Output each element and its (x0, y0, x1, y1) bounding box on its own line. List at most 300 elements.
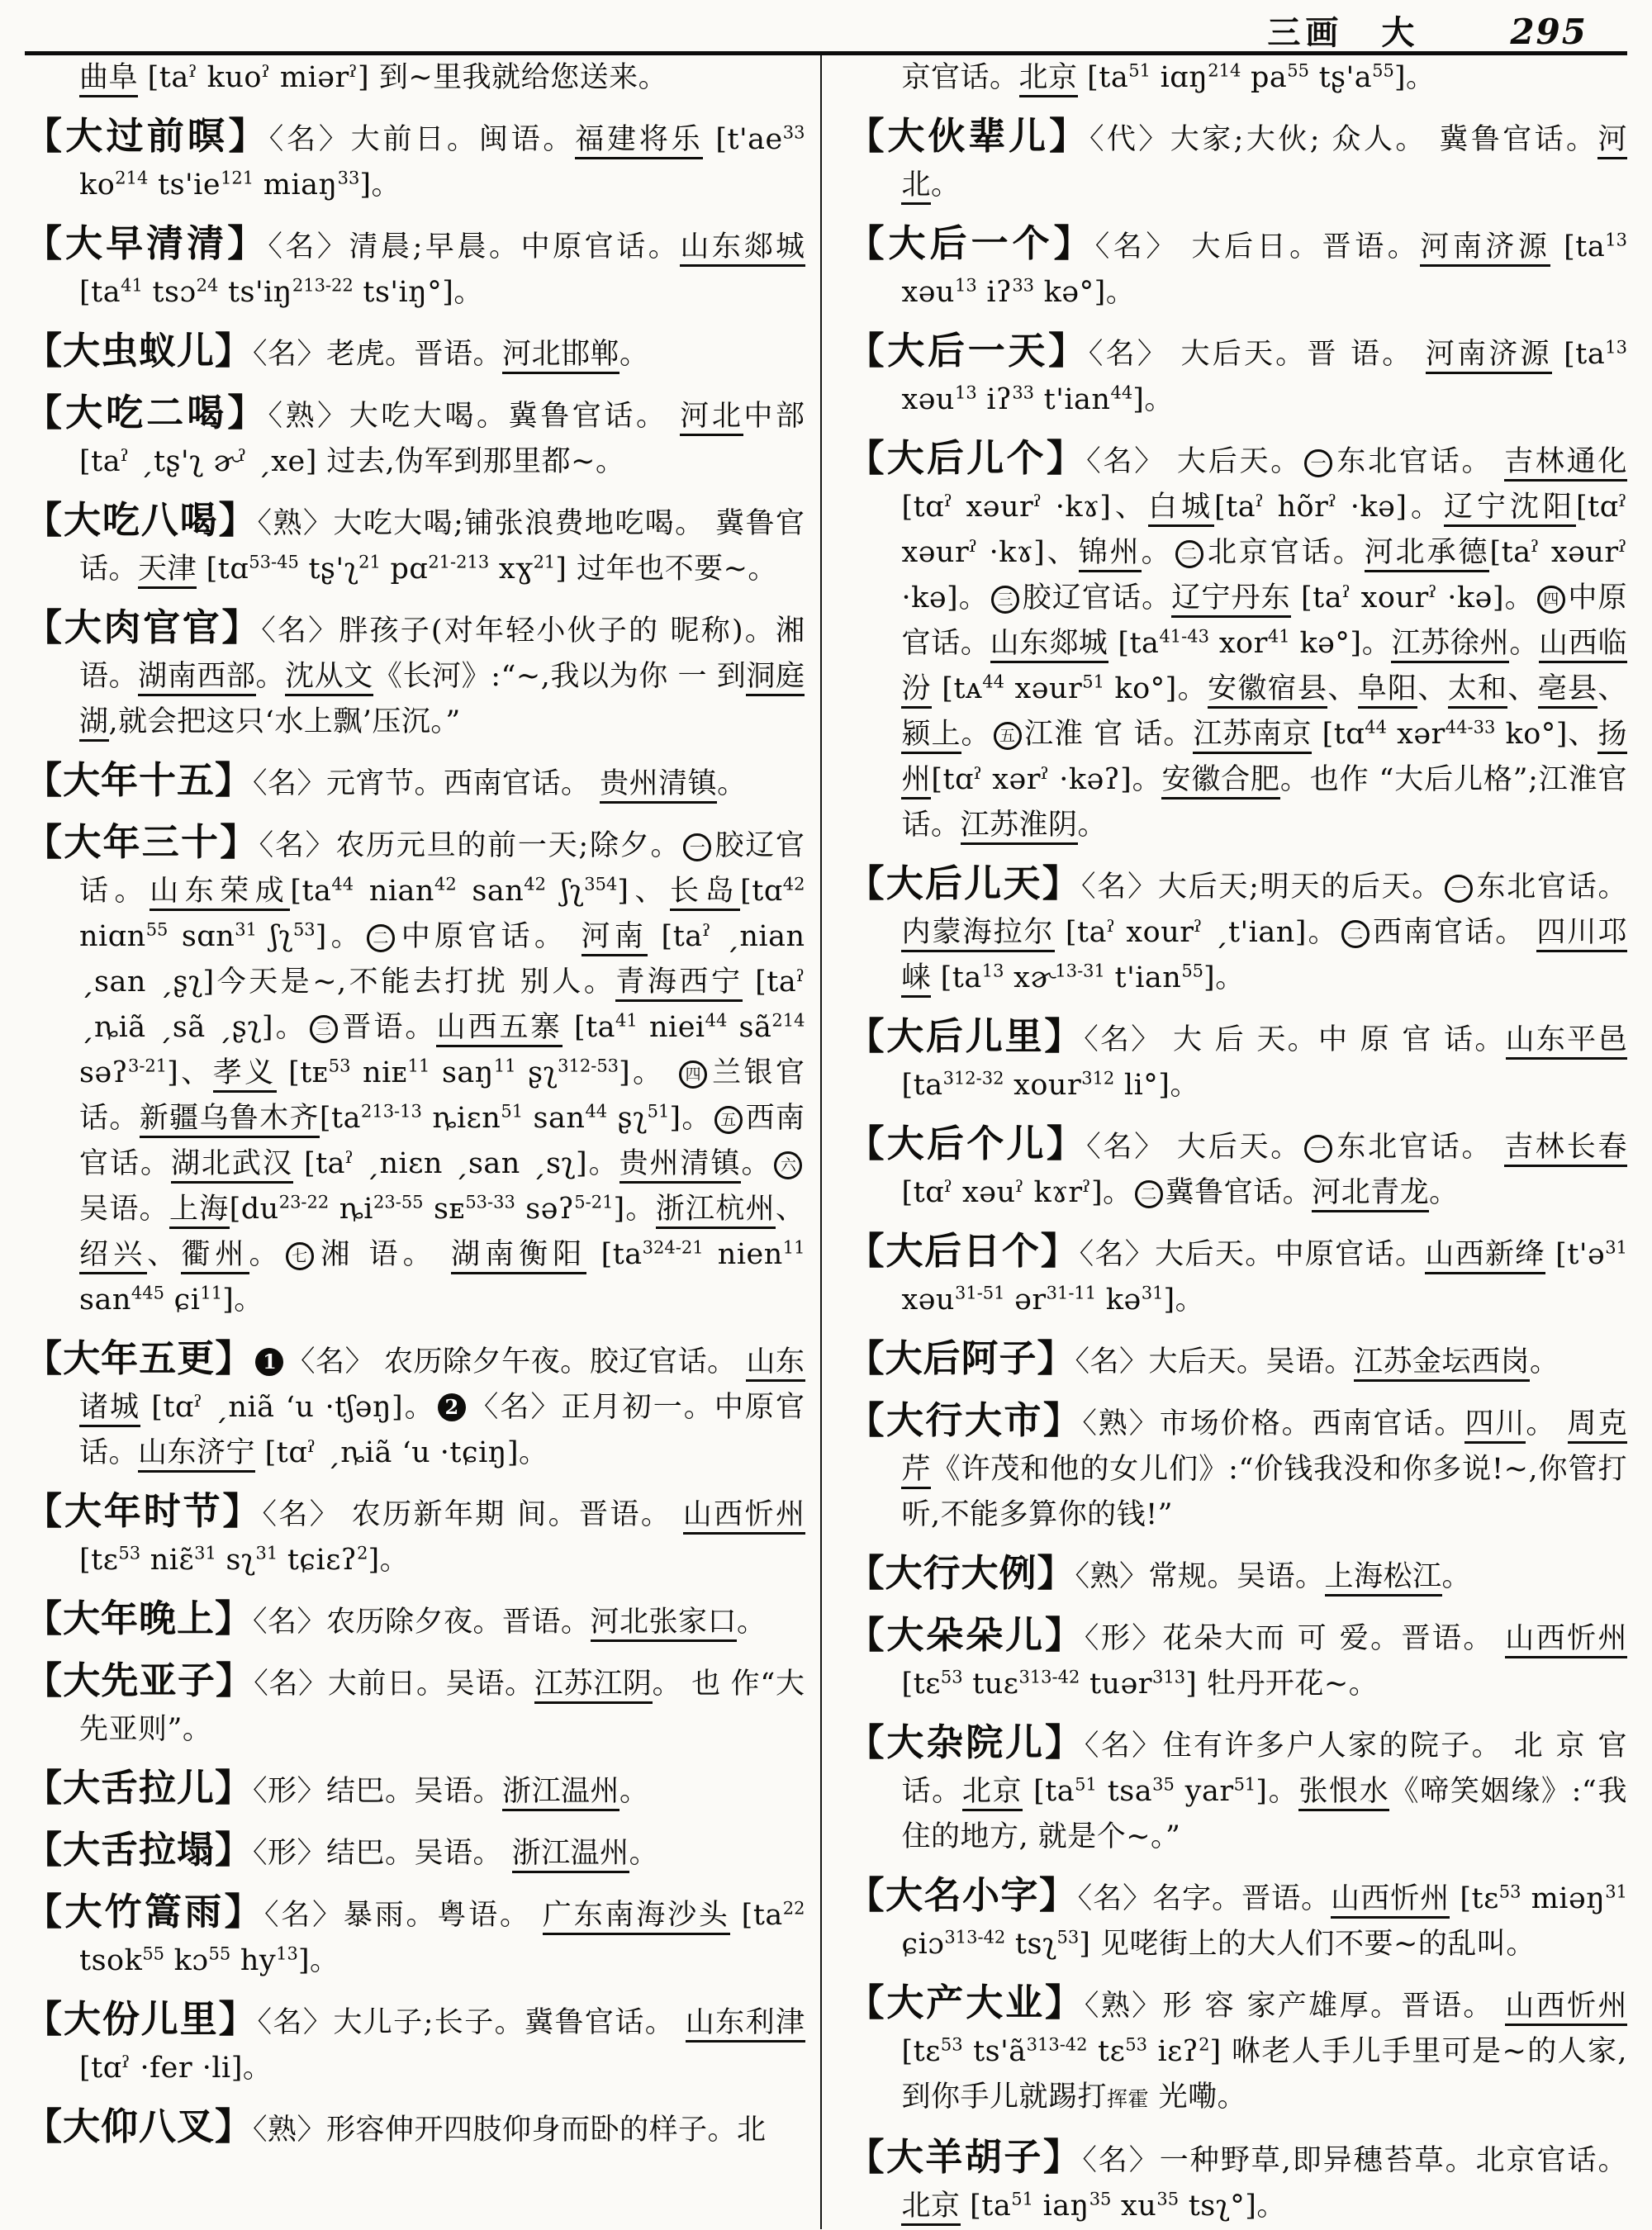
tone-superscript: 13 (954, 275, 977, 296)
entry-text: [$ta^{41-43}$ xor$^{41}$ kə°]。 (1108, 626, 1392, 660)
tone-superscript: 44 (1110, 382, 1133, 403)
entry-text: 〈代〉大家;大伙; 众人。 冀鲁官话。 (1089, 123, 1598, 156)
right-column (822, 55, 1627, 2229)
tone-superscript: 41 (615, 1010, 638, 1031)
tone-superscript: 23-22 (278, 1192, 330, 1212)
dict-entry (25, 1996, 805, 2091)
entry-headword: 【大吃二喝】 (25, 391, 268, 434)
proper-noun: 新疆乌鲁木齐 (140, 1102, 320, 1138)
tone-superscript: 313 (1152, 1667, 1186, 1687)
dict-entry (847, 2134, 1627, 2229)
dict-entry (25, 1889, 805, 1984)
tone-superscript: 31-11 (1046, 1283, 1097, 1303)
tone-superscript: 41 (121, 275, 143, 296)
tone-superscript: 31 (1141, 1283, 1164, 1303)
entry-text: 。 (255, 660, 286, 693)
entry-text: [tɑ$^{42}$ niɑn$^{55}$ sɑn$^{31}$ ʃʅ$^{53}$]。 (79, 874, 805, 953)
proper-noun: 吉林通化 (1504, 445, 1627, 482)
proper-noun: 阜阳 (1358, 672, 1418, 709)
entry-text: 。 (1441, 1560, 1472, 1593)
tone-superscript: 312 (1081, 1068, 1115, 1089)
entry-headword: 【大后儿个】 (847, 436, 1087, 480)
tone-superscript: 31-51 (954, 1283, 1005, 1303)
entry-headword: 【大后个儿】 (847, 1122, 1087, 1165)
proper-noun: 孝义 (213, 1056, 277, 1093)
entry-text: 〈名〉老虎。晋语。 (253, 338, 503, 371)
entry-text: 〈名〉 大后天。晋 语。 (1088, 338, 1426, 371)
dict-entry (25, 605, 805, 745)
dict-entry (25, 497, 805, 592)
tone-superscript: 55 (1181, 961, 1204, 981)
entry-text: 中部 [taˀ ˏtʂ'ʅ ɚˀ ˏxe] 过去,伪军到那里都~。 (79, 400, 805, 478)
tone-superscript: 21-213 (428, 552, 490, 572)
circled-sense-number: 一 (1304, 449, 1332, 477)
tone-superscript: 33 (1012, 382, 1035, 403)
entry-headword: 【大年三十】 (25, 820, 259, 864)
proper-noun: 湖南衡阳 (451, 1238, 586, 1274)
tone-superscript: 121 (221, 168, 254, 188)
entry-headword: 【大吃八喝】 (25, 498, 258, 542)
entry-text: 。 (737, 1606, 767, 1639)
tone-superscript: 13 (1605, 337, 1627, 358)
proper-noun: 曲阜 (79, 61, 138, 97)
entry-text: 、 (1417, 672, 1448, 705)
entry-text: [t'ə$^{31}$ xəu$^{31-51}$ ər$^{31-11}$ kə$^{31}$]。 (901, 1237, 1627, 1317)
entry-text: 西南官话。 (1371, 916, 1537, 949)
entry-text: 《长河》:“~,我以为你 一 到 (373, 660, 747, 693)
proper-noun: 洞庭湖 (79, 660, 805, 742)
entry-text: 。 (717, 767, 747, 800)
entry-text: 〈名〉农历除夕夜。晋语。 (253, 1606, 591, 1639)
entry-text: [$ta^{13}$ xəu$^{13}$ iʔ$^{33}$ kə°]。 (901, 230, 1627, 309)
dict-entry (25, 113, 805, 208)
tone-superscript: 11 (493, 1056, 516, 1076)
entry-text: [$du^{23-22}$ $ȵi^{23-55}$ sᴇ$^{53-33}$ səʔ$^{5-21}$]。 (229, 1192, 656, 1226)
entry-headword: 【大后一个】 (847, 221, 1095, 265)
tone-superscript: 33 (1012, 275, 1035, 296)
entry-text: [taˀ ˏȵiã ˏsã ˏʂʅ]。 (79, 966, 805, 1044)
entry-headword: 【大虫蚁儿】 (25, 329, 254, 372)
entry-text: [tᴀ$^{44}$ xəur$^{51}$ ko°]。 (931, 671, 1208, 705)
tone-superscript: 42 (434, 874, 457, 894)
tone-superscript: 44 (1365, 717, 1387, 738)
tone-superscript: 53 (1056, 1927, 1080, 1948)
circled-sense-number: 五 (994, 722, 1022, 750)
proper-noun: 北京 (901, 2190, 960, 2226)
entry-text: [tɛ$^{53}$ tuɛ$^{313-42}$ tuər$^{313}$] 牡丹开花~。 (901, 1667, 1379, 1701)
entry-text: 、 (147, 1238, 182, 1271)
tone-superscript: 21 (358, 552, 381, 572)
circled-sense-number: 一 (683, 833, 711, 861)
dict-entry (847, 1228, 1627, 1323)
entry-headword: 【大仰八叉】 (25, 2104, 254, 2148)
tone-superscript: 42 (782, 874, 805, 894)
tone-superscript: 11 (200, 1283, 223, 1303)
dict-entry (25, 390, 805, 485)
tone-superscript: 354 (584, 874, 618, 894)
proper-noun: 江苏金坛西岗 (1354, 1345, 1530, 1382)
entry-text: 。 (620, 1775, 649, 1808)
dict-entry-continuation (847, 55, 1627, 101)
proper-noun: 颍上 (901, 718, 961, 754)
entry-text: [$t'ae^{33}$ $ko^{214}$ $ts'ie^{121}$ miaŋ$^{33}$]。 (79, 122, 805, 202)
entry-text: 〈熟〉形容伸开四肢仰身而卧的样子。北 (253, 2114, 767, 2147)
proper-noun: 河北 (680, 400, 743, 436)
tone-superscript: 312-53 (558, 1056, 620, 1076)
tone-superscript: 51 (1233, 1774, 1256, 1795)
entry-text: [tɑˀ xəuˀ kɤrˀ]。 (901, 1176, 1132, 1209)
tone-superscript: 31 (1605, 1237, 1627, 1258)
proper-noun: 辽宁沈阳 (1444, 491, 1576, 527)
circled-sense-number: 五 (714, 1106, 743, 1134)
entry-text: [$ta^{51}$ tsa$^{35}$ yar$^{51}$]。 (1023, 1774, 1299, 1808)
entry-text: 〈名〉 大 后 天。中 原 官 话。 (1084, 1023, 1506, 1056)
entry-text: [$ta^{13}$ xəu$^{13}$ iʔ$^{33}$ t'ian$^{44}$]。 (901, 337, 1627, 416)
entry-text: 〈名〉暴雨。粤语。 (263, 1899, 543, 1932)
circled-sense-number: 三 (310, 1015, 338, 1043)
proper-noun: 山西五寨 (436, 1011, 562, 1047)
tone-superscript: 313-42 (944, 1927, 1006, 1948)
dict-entry (847, 861, 1627, 1001)
tone-superscript: 445 (131, 1283, 164, 1303)
entry-text: [$ta^{324-21}$ nien$^{11}$ san$^{445}$ ɕi$^{11}$]。 (79, 1237, 805, 1317)
tone-superscript: 44 (331, 874, 354, 894)
circled-sense-number: 二 (1175, 540, 1203, 568)
tone-superscript: 51 (1011, 2189, 1033, 2209)
entry-text: 〈形〉结巴。吴语。 (253, 1775, 503, 1808)
proper-noun: 河南济源 (1420, 230, 1550, 267)
entry-headword: 【大后阿子】 (847, 1336, 1075, 1380)
dict-entry (25, 221, 805, 316)
proper-noun: 天津 (138, 553, 197, 589)
tone-superscript: 51 (647, 1101, 670, 1122)
tone-superscript: 313-42 (1018, 1667, 1080, 1687)
entry-text: 。 (620, 338, 649, 371)
left-column (25, 55, 820, 2229)
entry-text: [$ta^{44}$ nian$^{42}$ san$^{42}$ ʃʅ$^{354}$]、 (290, 874, 671, 908)
entry-headword: 【大舌拉儿】 (25, 1766, 254, 1810)
tone-superscript: 51 (1075, 1774, 1097, 1795)
entry-text: [$ta^{51}$ iaŋ$^{35}$ $xu^{35}$ tsʅ°]。 (960, 2189, 1286, 2223)
tone-superscript: 13 (981, 961, 1004, 981)
tone-superscript: 23-55 (373, 1192, 424, 1212)
proper-noun: 安徽合肥 (1161, 763, 1279, 799)
circled-sense-number: 一 (1304, 1135, 1332, 1163)
dict-entry (847, 113, 1627, 208)
sense-number: 2 (438, 1393, 466, 1421)
entry-text: 〈名〉 大后天。 (1086, 445, 1303, 478)
tone-superscript: 324-21 (642, 1237, 704, 1258)
entry-text: [taˀ xourˀ ·kə]。 (1290, 581, 1535, 614)
entry-text: 。 也 作“大先亚则”。 (79, 1668, 805, 1746)
entry-headword: 【大后日个】 (847, 1229, 1080, 1273)
proper-noun: 山东平邑 (1506, 1023, 1627, 1060)
entry-headword: 【大份儿里】 (25, 1997, 258, 2041)
proper-noun: 亳县 (1538, 672, 1598, 709)
tone-superscript: 21 (533, 552, 556, 572)
proper-noun: 张恨水 (1298, 1775, 1389, 1811)
entry-text: [$ta^{22}$ tsok$^{55}$ kɔ$^{55}$ $hy^{13}$]。 (79, 1898, 805, 1977)
tone-superscript: 3-21 (127, 1056, 168, 1076)
entry-text: [taˀ xourˀ ˏt'ian]。 (1054, 916, 1339, 949)
circled-sense-number: 二 (1341, 920, 1370, 948)
tone-superscript: 31 (255, 1543, 278, 1563)
proper-noun: 河南 (582, 920, 648, 956)
tone-superscript: 214 (771, 1010, 805, 1031)
entry-text: 〈名〉大前日。吴语。 (254, 1668, 534, 1701)
proper-noun: 湖南西部 (138, 660, 255, 696)
entry-text: [taˀ hõrˀ ·kə]。 (1213, 491, 1444, 524)
entry-text: 《许茂和他的女儿们》:“价钱我没和你多说!~,你管打听,不能多算你的钱!” (901, 1453, 1627, 1531)
entry-text: 。 (1509, 627, 1540, 660)
tone-superscript: 55 (208, 1943, 231, 1964)
entry-text: 光嘞。 (1149, 2081, 1247, 2114)
entry-text: [tɛ$^{53}$ niɛ̃$^{31}$ sʅ$^{31}$ tɕiɛʔ$^2$]。 (79, 1543, 410, 1577)
proper-noun: 四川 (1464, 1407, 1526, 1444)
entry-text: 东北官话。 (1335, 445, 1505, 478)
entry-text: 。 (961, 718, 991, 751)
circled-sense-number: 二 (367, 924, 395, 952)
entry-text: [tɑˀ ˏniã ʻu ·tʃəŋ]。 (140, 1391, 435, 1424)
dict-entry (25, 2104, 805, 2153)
tone-superscript: 55 (1287, 60, 1309, 81)
entry-text: 〈名〉正月初一。中原官话。 (79, 1391, 805, 1469)
entry-text: 冀鲁官话。 (1165, 1176, 1313, 1209)
entry-text: 〈名〉 农历除夕午夜。胶辽官话。 (286, 1345, 747, 1378)
dict-entry (847, 328, 1627, 423)
tone-superscript: 53-45 (249, 552, 299, 572)
tone-superscript: 53 (292, 919, 316, 940)
entry-text: 、 (1597, 672, 1627, 705)
tone-superscript: 312-32 (942, 1068, 1004, 1089)
entry-text: 〈熟〉市场价格。西南官话。 (1082, 1407, 1465, 1440)
tone-superscript: 31 (1605, 1881, 1627, 1902)
entry-text: 挥霍 (1107, 2087, 1150, 2111)
proper-noun: 沈从文 (285, 660, 373, 696)
proper-noun: 扬州 (901, 718, 1626, 799)
tone-superscript: 44 (585, 1101, 608, 1122)
entry-text: 湘 语。 (316, 1238, 451, 1271)
entry-headword: 【大先亚子】 (25, 1658, 254, 1702)
proper-noun: 广东南海沙头 (543, 1899, 730, 1935)
tone-superscript: 33 (337, 168, 360, 188)
entry-text: [tɑ$^{44}$ xər$^{44-33}$ ko°]、 (1312, 717, 1598, 751)
tone-superscript: 53 (328, 1056, 351, 1076)
entry-text: 〈熟〉形 容 家产雄厚。晋语。 (1084, 1990, 1506, 2023)
proper-noun: 山西忻州 (1331, 1882, 1450, 1919)
entry-text: 。 (1530, 1345, 1559, 1378)
tone-superscript: 11 (782, 1237, 805, 1258)
entry-text: [$ta^{41}$ tsɔ$^{24}$ $ts'iŋ^{213-22}$ ts'iŋ°]。 (79, 275, 483, 309)
proper-noun: 江苏南京 (1193, 718, 1312, 754)
entry-text: 、 (1507, 672, 1538, 705)
entry-text: 〈名〉大儿子;长子。冀鲁官话。 (257, 2006, 686, 2039)
tone-superscript: 11 (407, 1056, 430, 1076)
proper-noun: 河北青龙 (1312, 1176, 1429, 1212)
entry-text: 胶辽官话。 (1021, 581, 1172, 614)
tone-superscript: 24 (196, 275, 219, 296)
entry-text: [taˀ kuoˀ miərˀ] 到~里我就给您送来。 (138, 61, 668, 94)
entry-text: 。 (249, 1238, 283, 1271)
entry-text: 〈名〉大后天。吴语。 (1075, 1345, 1355, 1378)
tone-superscript: 55 (142, 1943, 165, 1964)
entry-text: [$ta^{213-13}$ ȵiɛn$^{51}$ san$^{44}$ ʂʅ$^{51}$]。 (319, 1101, 712, 1135)
entry-text: 〈熟〉常规。吴语。 (1075, 1560, 1325, 1593)
page-number: 295 (1510, 12, 1588, 52)
entry-text: 〈名〉 大后天。 (1086, 1131, 1303, 1164)
page-header (25, 7, 1627, 50)
entry-text: 。 (741, 1147, 772, 1180)
entry-text: [tɑˀ xəurˀ ·kɤ]、 (901, 491, 1148, 524)
dict-entry (25, 1827, 805, 1877)
proper-noun: 河北邯郸 (502, 338, 620, 374)
entry-headword: 【大朵朵儿】 (847, 1613, 1085, 1657)
entry-headword: 【大羊胡子】 (847, 2135, 1083, 2179)
proper-noun: 长岛 (670, 875, 740, 911)
entry-text: 、 (1327, 672, 1358, 705)
entry-text: 中原官话。 (396, 920, 582, 953)
entry-headword: 【大年晚上】 (25, 1597, 254, 1640)
entry-text: 。 (629, 1837, 659, 1870)
entry-text: 〈名〉名字。晋语。 (1077, 1882, 1332, 1915)
entry-text: [tɑˀ ˏȵiã ʻu ·tɕiŋ]。 (255, 1436, 548, 1469)
tone-superscript: 53 (940, 2034, 963, 2055)
proper-noun: 吉林长春 (1504, 1131, 1627, 1167)
tone-superscript: 214 (1208, 60, 1241, 81)
tone-superscript: 44-33 (1445, 717, 1496, 738)
proper-noun: 贵州清镇 (620, 1147, 742, 1184)
tone-superscript: 51 (501, 1101, 524, 1122)
entry-headword: 【大肉官官】 (25, 605, 262, 649)
tone-superscript: 53 (1498, 1881, 1521, 1902)
dict-entry (847, 1872, 1627, 1967)
proper-noun: 太和 (1448, 672, 1508, 709)
entry-headword: 【大行大市】 (847, 1398, 1083, 1442)
proper-noun: 山西忻州 (683, 1498, 805, 1535)
entry-text: 〈名〉胖孩子(对年轻小伙子的 昵称)。湘语。 (79, 614, 805, 693)
tone-superscript: 35 (1156, 2189, 1180, 2209)
entry-text: 〈熟〉大吃大喝。冀鲁官话。 (268, 400, 681, 433)
entry-text: [tᴇ$^{53}$ niᴇ$^{11}$ saŋ$^{11}$ ʂʅ$^{312-53}$]。 (276, 1056, 677, 1089)
dict-entry (25, 1596, 805, 1645)
entry-headword: 【大后儿里】 (847, 1014, 1085, 1058)
proper-noun: 江苏淮阴 (961, 809, 1078, 845)
entry-headword: 【大年时节】 (25, 1489, 263, 1533)
entry-text: 。 (1526, 1407, 1568, 1440)
dict-entry (847, 435, 1627, 848)
entry-text: 《啼笑姻缘》:“我住的地方, 就是个~。” (901, 1775, 1627, 1853)
entry-text: 吴语。 (79, 1193, 169, 1226)
tone-superscript: 51 (1128, 60, 1151, 81)
two-column-body (25, 55, 1627, 2229)
entry-text: 。 (931, 168, 961, 202)
entry-text: 胶辽官话。 (79, 829, 805, 908)
entry-text: 〈名〉大后天。中原官话。 (1079, 1238, 1426, 1271)
tone-superscript: 213-13 (360, 1101, 422, 1122)
entry-headword: 【大杂院儿】 (847, 1720, 1085, 1764)
dict-entry (847, 1397, 1627, 1538)
proper-noun: 山东郯城 (680, 230, 805, 267)
circled-sense-number: 一 (1445, 875, 1473, 903)
proper-noun: 福建将乐 (575, 123, 703, 159)
tone-superscript: 22 (782, 1898, 805, 1919)
tone-superscript: 2 (357, 1543, 368, 1563)
proper-noun: 河北承德 (1365, 536, 1490, 572)
entry-text: 。 (1077, 809, 1108, 842)
entry-text: ,就会把这只‘水上飘’压沉。” (108, 705, 461, 738)
circled-sense-number: 四 (679, 1060, 707, 1089)
proper-noun: 衢州 (181, 1238, 249, 1274)
dict-entry (847, 1336, 1627, 1385)
dict-entry (25, 1765, 805, 1815)
proper-noun: 浙江温州 (502, 1775, 620, 1811)
entry-text: 兰银官话。 (79, 1056, 805, 1135)
dict-entry (25, 328, 805, 377)
entry-headword: 【大名小字】 (847, 1873, 1078, 1917)
proper-noun: 河南济源 (1426, 338, 1552, 374)
tone-superscript: 35 (1089, 2189, 1112, 2209)
entry-headword: 【大年十五】 (25, 758, 254, 802)
proper-noun: 山东济宁 (138, 1436, 255, 1473)
entry-text: [$ta^{51}$ iɑŋ$^{214}$ $pa^{55}$ $tʂ'a^{55}$]。 (1077, 60, 1436, 94)
entry-text: 西南官话。 (79, 1102, 805, 1180)
proper-noun: 山东荣成 (150, 875, 290, 911)
proper-noun: 贵州清镇 (600, 767, 717, 804)
proper-noun: 安徽宿县 (1208, 672, 1327, 709)
entry-text: 〈名〉 大后日。晋语。 (1094, 230, 1421, 263)
entry-text: 北京官话。 (1205, 536, 1365, 569)
tone-superscript: 13 (276, 1943, 298, 1964)
proper-noun: 青海西宁 (615, 966, 743, 1002)
entry-text: 〈名〉元宵节。西南官话。 (253, 767, 601, 800)
dict-entry-continuation (25, 55, 805, 101)
entry-text: 〈形〉花朵大而 可 爱。晋语。 (1084, 1622, 1506, 1655)
entry-text: 晋语。 (339, 1011, 437, 1044)
tone-superscript: 53-33 (465, 1192, 515, 1212)
entry-text: 〈形〉结巴。吴语。 (253, 1837, 512, 1870)
entry-headword: 【大竹篙雨】 (25, 1890, 264, 1933)
tone-superscript: 53 (118, 1543, 141, 1563)
tone-superscript: 31 (194, 1543, 216, 1563)
proper-noun: 江苏江阴 (534, 1668, 653, 1704)
proper-noun: 绍兴 (79, 1238, 147, 1274)
entry-text: [taˀ ˏniɛn ˏsan ˏsʅ]。 (292, 1147, 620, 1180)
tone-superscript: 13 (1605, 230, 1627, 250)
entry-headword: 【大产大业】 (847, 1981, 1085, 2024)
entry-headword: 【大后儿天】 (847, 861, 1082, 905)
proper-noun: 湖北武汉 (171, 1147, 293, 1184)
dict-entry (25, 819, 805, 1323)
entry-headword: 【大过前暝】 (25, 114, 269, 158)
tone-superscript: 53 (940, 1667, 963, 1687)
tone-superscript: 42 (524, 874, 546, 894)
entry-text: [tɑˀ ·fer ·li]。 (79, 2052, 273, 2085)
entry-text: 〈名〉 农历新年期 间。晋语。 (262, 1498, 683, 1531)
entry-text: 〈名〉大后天;明天的后天。 (1081, 871, 1443, 904)
section-title: 三画 大 (1267, 13, 1420, 52)
circled-sense-number: 四 (1537, 586, 1565, 614)
entry-text: 东北官话。 (1475, 871, 1627, 904)
entry-headword: 【大后一天】 (847, 329, 1089, 372)
proper-noun: 山西忻州 (1505, 1990, 1627, 2026)
tone-superscript: 313-42 (1026, 2034, 1088, 2055)
proper-noun: 山东诸城 (79, 1345, 805, 1427)
proper-noun: 河北 (901, 123, 1627, 205)
entry-text: [$ta^{312-32}$ xour$^{312}$ li°]。 (901, 1068, 1199, 1102)
proper-noun: 浙江温州 (512, 1837, 629, 1873)
circled-sense-number: 六 (774, 1151, 802, 1179)
tone-superscript: 35 (1152, 1774, 1175, 1795)
